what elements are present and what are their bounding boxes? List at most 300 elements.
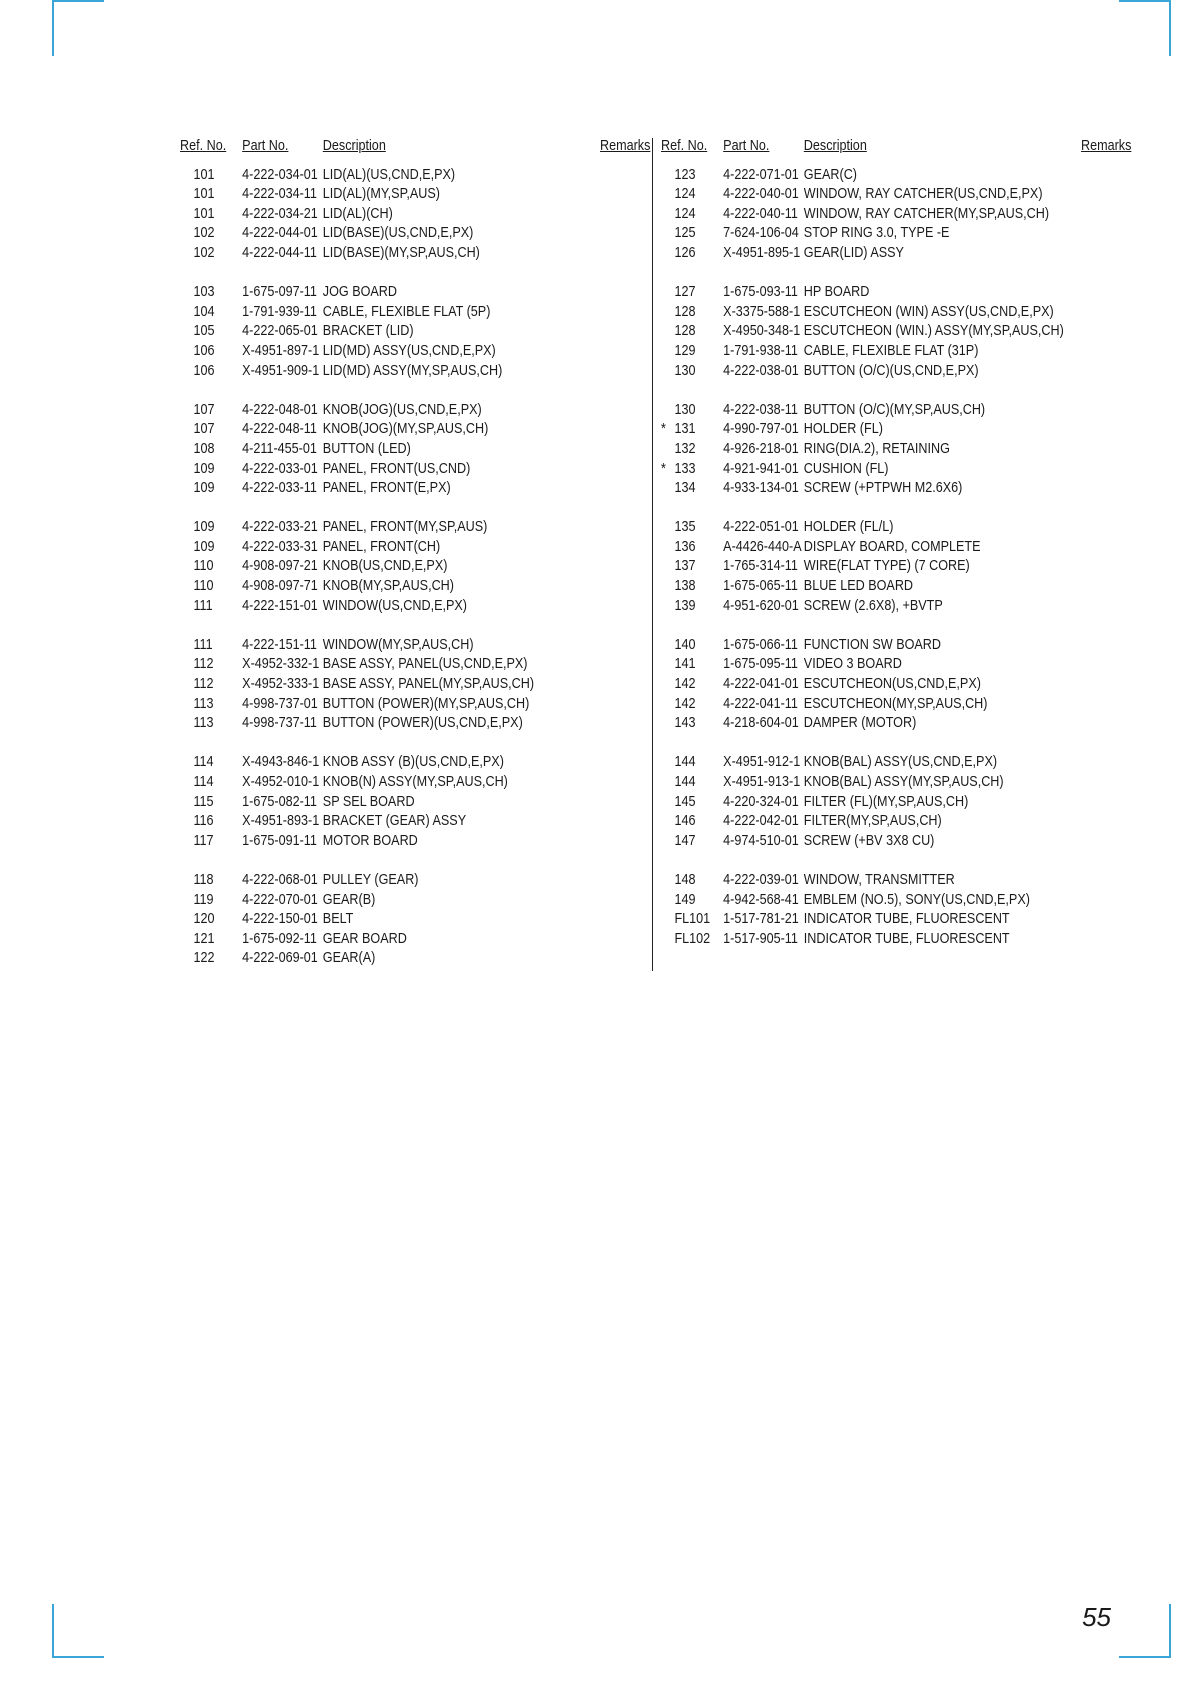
ref-number-cell (180, 654, 242, 674)
ref-number: 105 (193, 322, 215, 340)
header-description: Description (803, 137, 867, 154)
remarks (1081, 576, 1131, 596)
ref-number-cell (180, 419, 242, 439)
ref-number-cell (661, 713, 723, 733)
table-row (180, 184, 650, 204)
table-row (180, 752, 650, 772)
part-number: A-4426-440-A (723, 537, 802, 555)
ref-number-cell (180, 537, 242, 557)
part-number: X-4952-010-1 (242, 773, 320, 790)
part-number: 4-998-737-01 (242, 694, 318, 712)
table-row (180, 556, 650, 576)
table-row (180, 400, 650, 420)
ref-number: 149 (674, 890, 696, 908)
ref-number: 130 (674, 400, 696, 418)
ref-number-cell (661, 576, 723, 596)
part-number: 1-675-082-11 (242, 792, 317, 810)
ref-number: 110 (193, 577, 214, 595)
part-description: PANEL, FRONT(CH) (322, 537, 441, 555)
ref-number-cell (180, 792, 242, 812)
table-row (180, 478, 650, 498)
remarks (600, 772, 650, 792)
part-description: LID(BASE)(MY,SP,AUS,CH) (322, 243, 480, 261)
ref-number: 147 (674, 831, 696, 849)
crop-mark (1119, 0, 1171, 2)
ref-number-cell (180, 752, 242, 772)
part-number: 4-220-324-01 (723, 792, 799, 810)
remarks (600, 909, 650, 929)
column-headers (661, 136, 1131, 156)
ref-number: 140 (674, 635, 696, 653)
parts-list-left (180, 136, 650, 988)
part-number: 1-675-097-11 (242, 283, 317, 301)
table-row (180, 713, 650, 733)
column-divider (652, 138, 653, 971)
ref-number: 120 (193, 910, 215, 928)
part-number: X-4952-333-1 (242, 675, 320, 693)
ref-number: 112 (193, 675, 214, 693)
ref-number-cell (661, 341, 723, 361)
ref-number: 107 (193, 420, 215, 438)
part-description: ESCUTCHEON (WIN) ASSY(US,CND,E,PX) (803, 302, 1054, 320)
remarks (600, 635, 650, 655)
ref-number-cell (180, 223, 242, 243)
table-row (180, 321, 650, 341)
part-number: 4-222-065-01 (242, 322, 318, 340)
ref-number: 114 (193, 753, 214, 771)
table-row (180, 302, 650, 322)
ref-number: 118 (193, 870, 214, 888)
part-description: SCREW (2.6X8), +BVTP (803, 596, 943, 614)
part-description: GEAR(B) (322, 890, 376, 908)
parts-list-body (661, 165, 1131, 949)
part-description: GEAR(LID) ASSY (803, 243, 904, 261)
part-description: BUTTON (LED) (322, 439, 411, 457)
ref-number-cell (661, 361, 723, 381)
remarks (1081, 204, 1131, 224)
remarks (1081, 929, 1131, 949)
part-description: LID(AL)(MY,SP,AUS) (322, 185, 440, 203)
ref-number: 148 (674, 870, 696, 888)
part-description: JOG BOARD (322, 283, 398, 301)
part-number: 4-218-604-01 (723, 714, 799, 732)
ref-number-cell (180, 929, 242, 949)
ref-number: 111 (193, 635, 213, 653)
part-number: 4-222-033-21 (242, 518, 318, 536)
table-row (661, 811, 1131, 831)
header-ref: Ref. No. (180, 137, 227, 154)
header-remarks: Remarks (1081, 137, 1132, 154)
remarks (600, 576, 650, 596)
part-description: WINDOW(US,CND,E,PX) (322, 596, 468, 614)
part-description: CUSHION (FL) (803, 459, 889, 477)
remarks (600, 556, 650, 576)
part-description: HOLDER (FL/L) (803, 518, 894, 536)
remarks (1081, 223, 1131, 243)
ref-number: 143 (674, 714, 696, 732)
table-row (661, 537, 1131, 557)
remarks (600, 596, 650, 616)
part-description: CABLE, FLEXIBLE FLAT (5P) (322, 302, 491, 320)
header-description: Description (322, 137, 386, 154)
ref-number-cell (180, 948, 242, 968)
ref-number-cell (661, 870, 723, 890)
remarks (1081, 165, 1131, 185)
part-description: WINDOW, RAY CATCHER(US,CND,E,PX) (803, 185, 1043, 203)
part-description: CABLE, FLEXIBLE FLAT (31P) (803, 341, 979, 359)
remarks (1081, 596, 1131, 616)
table-row (661, 635, 1131, 655)
ref-number-cell (180, 165, 242, 185)
parts-group (661, 870, 1131, 948)
table-row (180, 517, 650, 537)
table-row (661, 459, 1131, 479)
ref-number-cell (180, 459, 242, 479)
ref-number: 130 (674, 361, 696, 379)
ref-number: FL102 (674, 929, 711, 947)
table-row (180, 576, 650, 596)
part-description: FUNCTION SW BOARD (803, 635, 942, 653)
ref-number: 132 (674, 439, 696, 457)
remarks (1081, 439, 1131, 459)
ref-number: 125 (674, 224, 696, 242)
ref-number: 123 (674, 165, 696, 183)
ref-number-cell (661, 831, 723, 851)
remarks (1081, 321, 1131, 341)
table-row (180, 674, 650, 694)
ref-number: 131 (674, 420, 696, 438)
ref-number: 113 (193, 694, 214, 712)
remarks (600, 419, 650, 439)
part-number: 4-222-151-11 (242, 635, 317, 653)
ref-number: 101 (193, 204, 215, 222)
header-part: Part No. (242, 137, 289, 154)
table-row (661, 341, 1131, 361)
part-number: 1-675-066-11 (723, 635, 798, 653)
header-remarks: Remarks (600, 137, 651, 154)
part-description: KNOB(US,CND,E,PX) (322, 557, 448, 575)
part-description: KNOB(BAL) ASSY(US,CND,E,PX) (803, 753, 998, 771)
part-description: BRACKET (LID) (322, 322, 414, 340)
remarks (600, 752, 650, 772)
ref-number: 102 (193, 243, 215, 261)
part-number: 4-222-041-01 (723, 675, 799, 693)
ref-number-cell (661, 909, 723, 929)
remarks (600, 282, 650, 302)
ref-number-cell (180, 439, 242, 459)
part-description: DISPLAY BOARD, COMPLETE (803, 537, 981, 555)
ref-number-cell (661, 243, 723, 263)
remarks (600, 517, 650, 537)
table-row (661, 165, 1131, 185)
table-row (661, 400, 1131, 420)
crop-mark (52, 1656, 104, 1658)
remarks (1081, 341, 1131, 361)
ref-number: 133 (674, 459, 696, 477)
safety-mark: * (661, 459, 666, 477)
ref-number-cell (180, 341, 242, 361)
part-number: 4-222-033-11 (242, 479, 317, 497)
part-number: X-4943-846-1 (242, 753, 320, 771)
ref-number-cell (661, 537, 723, 557)
part-description: VIDEO 3 BOARD (803, 655, 902, 673)
part-description: WINDOW(MY,SP,AUS,CH) (322, 635, 474, 653)
parts-group (661, 400, 1131, 498)
ref-number-cell (661, 204, 723, 224)
part-description: SCREW (+PTPWH M2.6X6) (803, 479, 963, 497)
part-description: BASE ASSY, PANEL(US,CND,E,PX) (322, 655, 528, 673)
remarks (600, 713, 650, 733)
ref-number-cell (180, 596, 242, 616)
part-number: 1-675-091-11 (242, 831, 317, 849)
ref-number: 142 (674, 675, 696, 693)
table-row (661, 478, 1131, 498)
ref-number: 136 (674, 537, 696, 555)
table-row (661, 517, 1131, 537)
remarks (1081, 694, 1131, 714)
crop-mark (52, 0, 104, 2)
part-number: 4-998-737-11 (242, 714, 317, 732)
ref-number-cell (180, 282, 242, 302)
table-row (661, 909, 1131, 929)
remarks (1081, 792, 1131, 812)
ref-number: 103 (193, 283, 215, 301)
part-description: RING(DIA.2), RETAINING (803, 439, 950, 457)
ref-number-cell (661, 929, 723, 949)
remarks (1081, 909, 1131, 929)
part-description: FILTER (FL)(MY,SP,AUS,CH) (803, 792, 969, 810)
part-number: X-3375-588-1 (723, 302, 801, 320)
table-row (661, 890, 1131, 910)
part-number: X-4950-348-1 (723, 322, 801, 340)
remarks (600, 302, 650, 322)
remarks (600, 890, 650, 910)
remarks (1081, 635, 1131, 655)
part-number: 4-222-038-11 (723, 400, 798, 418)
table-row (180, 654, 650, 674)
table-row (180, 361, 650, 381)
crop-mark (1169, 1604, 1171, 1658)
remarks (600, 361, 650, 381)
part-description: ESCUTCHEON(US,CND,E,PX) (803, 675, 981, 693)
part-number: 4-222-041-11 (723, 694, 798, 712)
ref-number: 106 (193, 361, 215, 379)
part-description: HOLDER (FL) (803, 420, 883, 438)
table-row (661, 831, 1131, 851)
table-row (661, 772, 1131, 792)
crop-mark (52, 1604, 54, 1658)
table-row (180, 165, 650, 185)
ref-number: 107 (193, 400, 215, 418)
ref-number: 121 (193, 929, 215, 947)
part-number: 4-222-034-21 (242, 204, 318, 222)
ref-number-cell (661, 772, 723, 792)
ref-number: 112 (193, 655, 214, 673)
remarks (1081, 184, 1131, 204)
ref-number-cell (661, 517, 723, 537)
part-description: SP SEL BOARD (322, 792, 415, 810)
safety-mark: * (661, 420, 666, 438)
remarks (600, 694, 650, 714)
ref-number-cell (180, 890, 242, 910)
part-number: X-4951-895-1 (723, 243, 801, 261)
part-description: LID(MD) ASSY(MY,SP,AUS,CH) (322, 361, 503, 379)
ref-number-cell (661, 792, 723, 812)
table-row (180, 694, 650, 714)
table-row (180, 929, 650, 949)
part-description: BRACKET (GEAR) ASSY (322, 812, 467, 830)
table-row (661, 321, 1131, 341)
part-number: 4-222-071-01 (723, 165, 799, 183)
ref-number-cell (661, 321, 723, 341)
remarks (600, 243, 650, 263)
ref-number-cell (661, 184, 723, 204)
remarks (1081, 537, 1131, 557)
ref-number-cell (180, 635, 242, 655)
remarks (1081, 811, 1131, 831)
ref-number: 117 (193, 831, 214, 849)
part-number: 4-222-033-31 (242, 537, 318, 555)
table-row (661, 674, 1131, 694)
part-number: 4-222-033-01 (242, 459, 318, 477)
ref-number-cell (661, 890, 723, 910)
ref-number: 128 (674, 322, 696, 340)
parts-list-right (661, 136, 1131, 968)
ref-number: 124 (674, 185, 696, 203)
part-number: 4-222-068-01 (242, 870, 318, 888)
table-row (180, 772, 650, 792)
remarks (1081, 890, 1131, 910)
part-number: 4-926-218-01 (723, 439, 799, 457)
ref-number: 134 (674, 479, 696, 497)
part-number: 4-222-044-11 (242, 243, 317, 261)
ref-number-cell (180, 184, 242, 204)
ref-number-cell (661, 400, 723, 420)
part-number: X-4951-912-1 (723, 753, 801, 771)
table-row (180, 243, 650, 263)
table-row (180, 459, 650, 479)
part-number: 4-222-051-01 (723, 518, 799, 536)
table-row (661, 184, 1131, 204)
part-description: BELT (322, 910, 354, 928)
ref-number-cell (661, 459, 723, 479)
parts-group (661, 517, 1131, 615)
ref-number-cell (661, 811, 723, 831)
part-description: GEAR(A) (322, 949, 376, 967)
ref-number-cell (180, 204, 242, 224)
remarks (600, 184, 650, 204)
table-row (180, 204, 650, 224)
part-number: 4-921-941-01 (723, 459, 799, 477)
ref-number: 109 (193, 459, 215, 477)
part-description: KNOB(N) ASSY(MY,SP,AUS,CH) (322, 773, 508, 790)
ref-number-cell (180, 478, 242, 498)
part-number: 4-222-151-01 (242, 596, 318, 614)
ref-number-cell (180, 517, 242, 537)
remarks (1081, 282, 1131, 302)
table-row (180, 909, 650, 929)
table-row (180, 537, 650, 557)
ref-number-cell (661, 674, 723, 694)
ref-number-cell (661, 752, 723, 772)
part-description: GEAR(C) (803, 165, 858, 183)
ref-number-cell (180, 811, 242, 831)
part-number: 4-211-455-01 (242, 439, 317, 457)
part-description: BUTTON (O/C)(US,CND,E,PX) (803, 361, 979, 379)
ref-number: 122 (193, 949, 215, 967)
ref-number-cell (180, 909, 242, 929)
remarks (1081, 674, 1131, 694)
part-description: LID(AL)(CH) (322, 204, 393, 222)
parts-group (180, 165, 650, 263)
part-description: LID(MD) ASSY(US,CND,E,PX) (322, 341, 496, 359)
remarks (600, 439, 650, 459)
remarks (600, 792, 650, 812)
part-number: 4-908-097-71 (242, 577, 318, 595)
ref-number-cell (661, 302, 723, 322)
crop-mark (52, 0, 54, 56)
ref-number: 139 (674, 596, 696, 614)
ref-number: 109 (193, 537, 215, 555)
remarks (600, 400, 650, 420)
parts-group (661, 282, 1131, 380)
part-description: WINDOW, TRANSMITTER (803, 870, 955, 888)
part-number: 1-517-905-11 (723, 929, 798, 947)
part-number: 4-974-510-01 (723, 831, 799, 849)
column-headers (180, 136, 650, 156)
part-number: 4-222-040-11 (723, 204, 798, 222)
part-description: KNOB(JOG)(US,CND,E,PX) (322, 400, 482, 418)
parts-list-body (180, 165, 650, 968)
ref-number: 101 (193, 165, 215, 183)
ref-number-cell (180, 870, 242, 890)
ref-number-cell (180, 772, 242, 792)
part-description: LID(BASE)(US,CND,E,PX) (322, 224, 474, 242)
part-number: 1-765-314-11 (723, 557, 798, 575)
page-number: 55 (1082, 1602, 1111, 1632)
ref-number: 141 (674, 655, 696, 673)
remarks (600, 870, 650, 890)
part-number: 4-222-038-01 (723, 361, 799, 379)
table-row (661, 243, 1131, 263)
part-number: 1-675-095-11 (723, 655, 798, 673)
part-description: GEAR BOARD (322, 929, 407, 947)
part-description: FILTER(MY,SP,AUS,CH) (803, 812, 942, 830)
parts-group (180, 282, 650, 380)
remarks (600, 341, 650, 361)
ref-number-cell (180, 556, 242, 576)
remarks (1081, 302, 1131, 322)
part-number: 4-222-069-01 (242, 949, 318, 967)
ref-number: 128 (674, 302, 696, 320)
part-number: 4-222-048-11 (242, 420, 317, 438)
part-number: X-4951-897-1 (242, 341, 320, 359)
part-number: 4-951-620-01 (723, 596, 799, 614)
part-number: 4-222-150-01 (242, 910, 318, 928)
part-number: 1-675-093-11 (723, 283, 798, 301)
table-row (180, 890, 650, 910)
ref-number-cell (661, 654, 723, 674)
part-number: 4-222-039-01 (723, 870, 799, 888)
part-description: KNOB(JOG)(MY,SP,AUS,CH) (322, 420, 489, 438)
table-row (661, 792, 1131, 812)
table-row (180, 635, 650, 655)
ref-number-cell (180, 243, 242, 263)
part-description: PULLEY (GEAR) (322, 870, 419, 888)
ref-number-cell (661, 439, 723, 459)
part-description: EMBLEM (NO.5), SONY(US,CND,E,PX) (803, 890, 1030, 908)
table-row (180, 439, 650, 459)
